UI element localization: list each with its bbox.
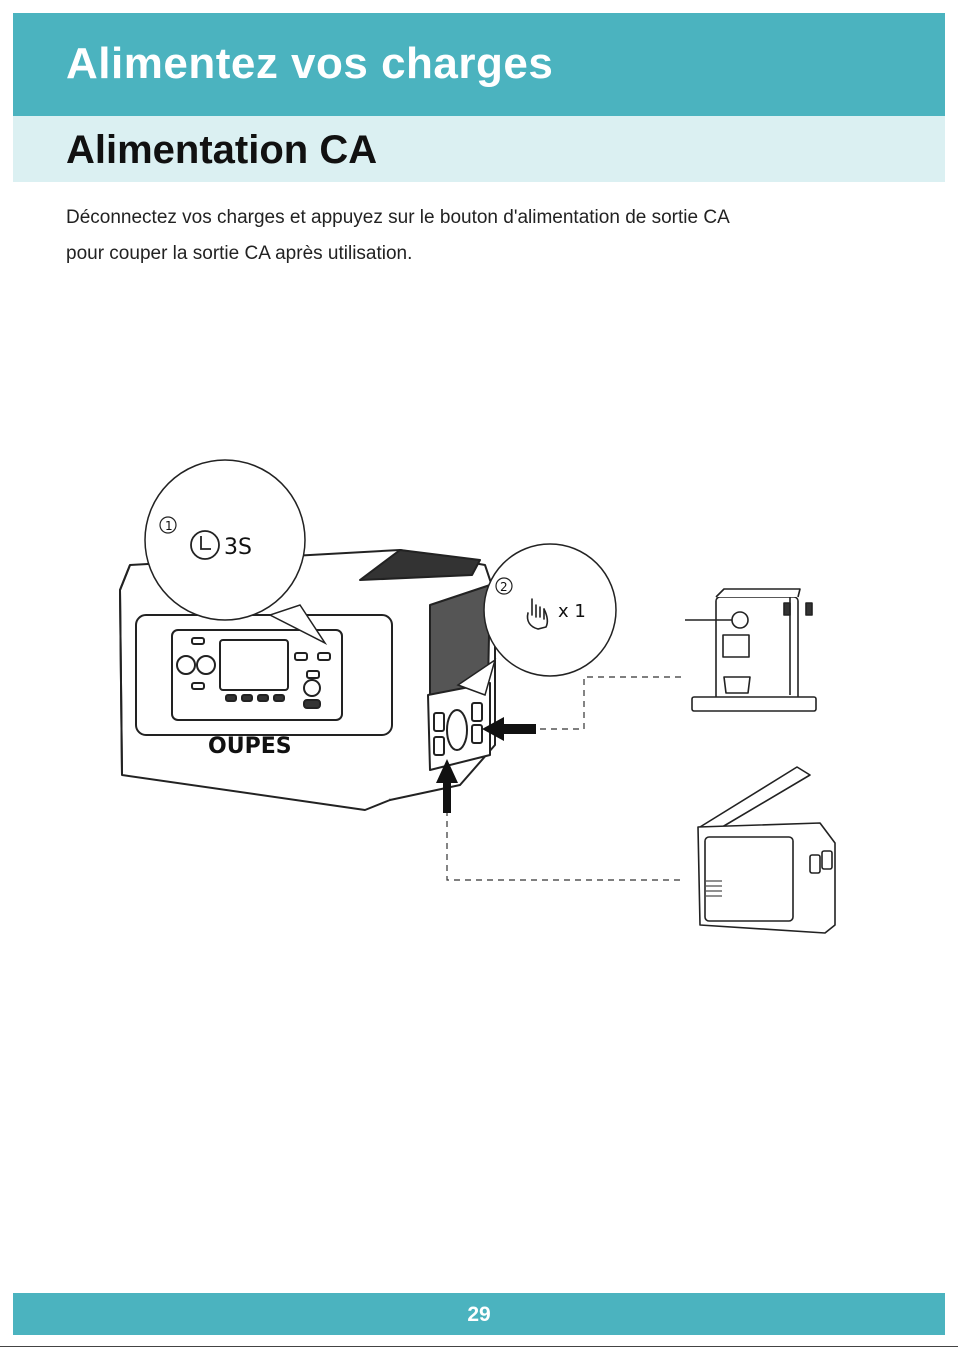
cooler-icon: [698, 767, 835, 933]
instruction-text: [66, 200, 886, 272]
section-title: Alimentation CA: [66, 128, 378, 172]
chapter-header: [13, 13, 945, 116]
step-2-count: x 1: [558, 601, 586, 622]
page-footer: [13, 1293, 945, 1335]
step-1-duration: 3S: [224, 535, 252, 560]
brand-logo: OUPES: [208, 734, 292, 759]
page-edge-line: [0, 1346, 958, 1347]
section-header: [13, 116, 945, 182]
coffee-machine-icon: [685, 589, 816, 711]
power-station-illustration: [100, 455, 860, 945]
instruction-line-1: Déconnectez vos charges et appuyez sur le bouton d'alimentation de sortie CA: [66, 207, 730, 228]
step-2-number: 2: [500, 580, 508, 594]
step-1-number: 1: [165, 519, 173, 533]
instruction-line-2: pour couper la sortie CA après utilisation.: [66, 243, 413, 264]
chapter-title: Alimentez vos charges: [66, 39, 554, 88]
page-number: 29: [467, 1303, 491, 1326]
